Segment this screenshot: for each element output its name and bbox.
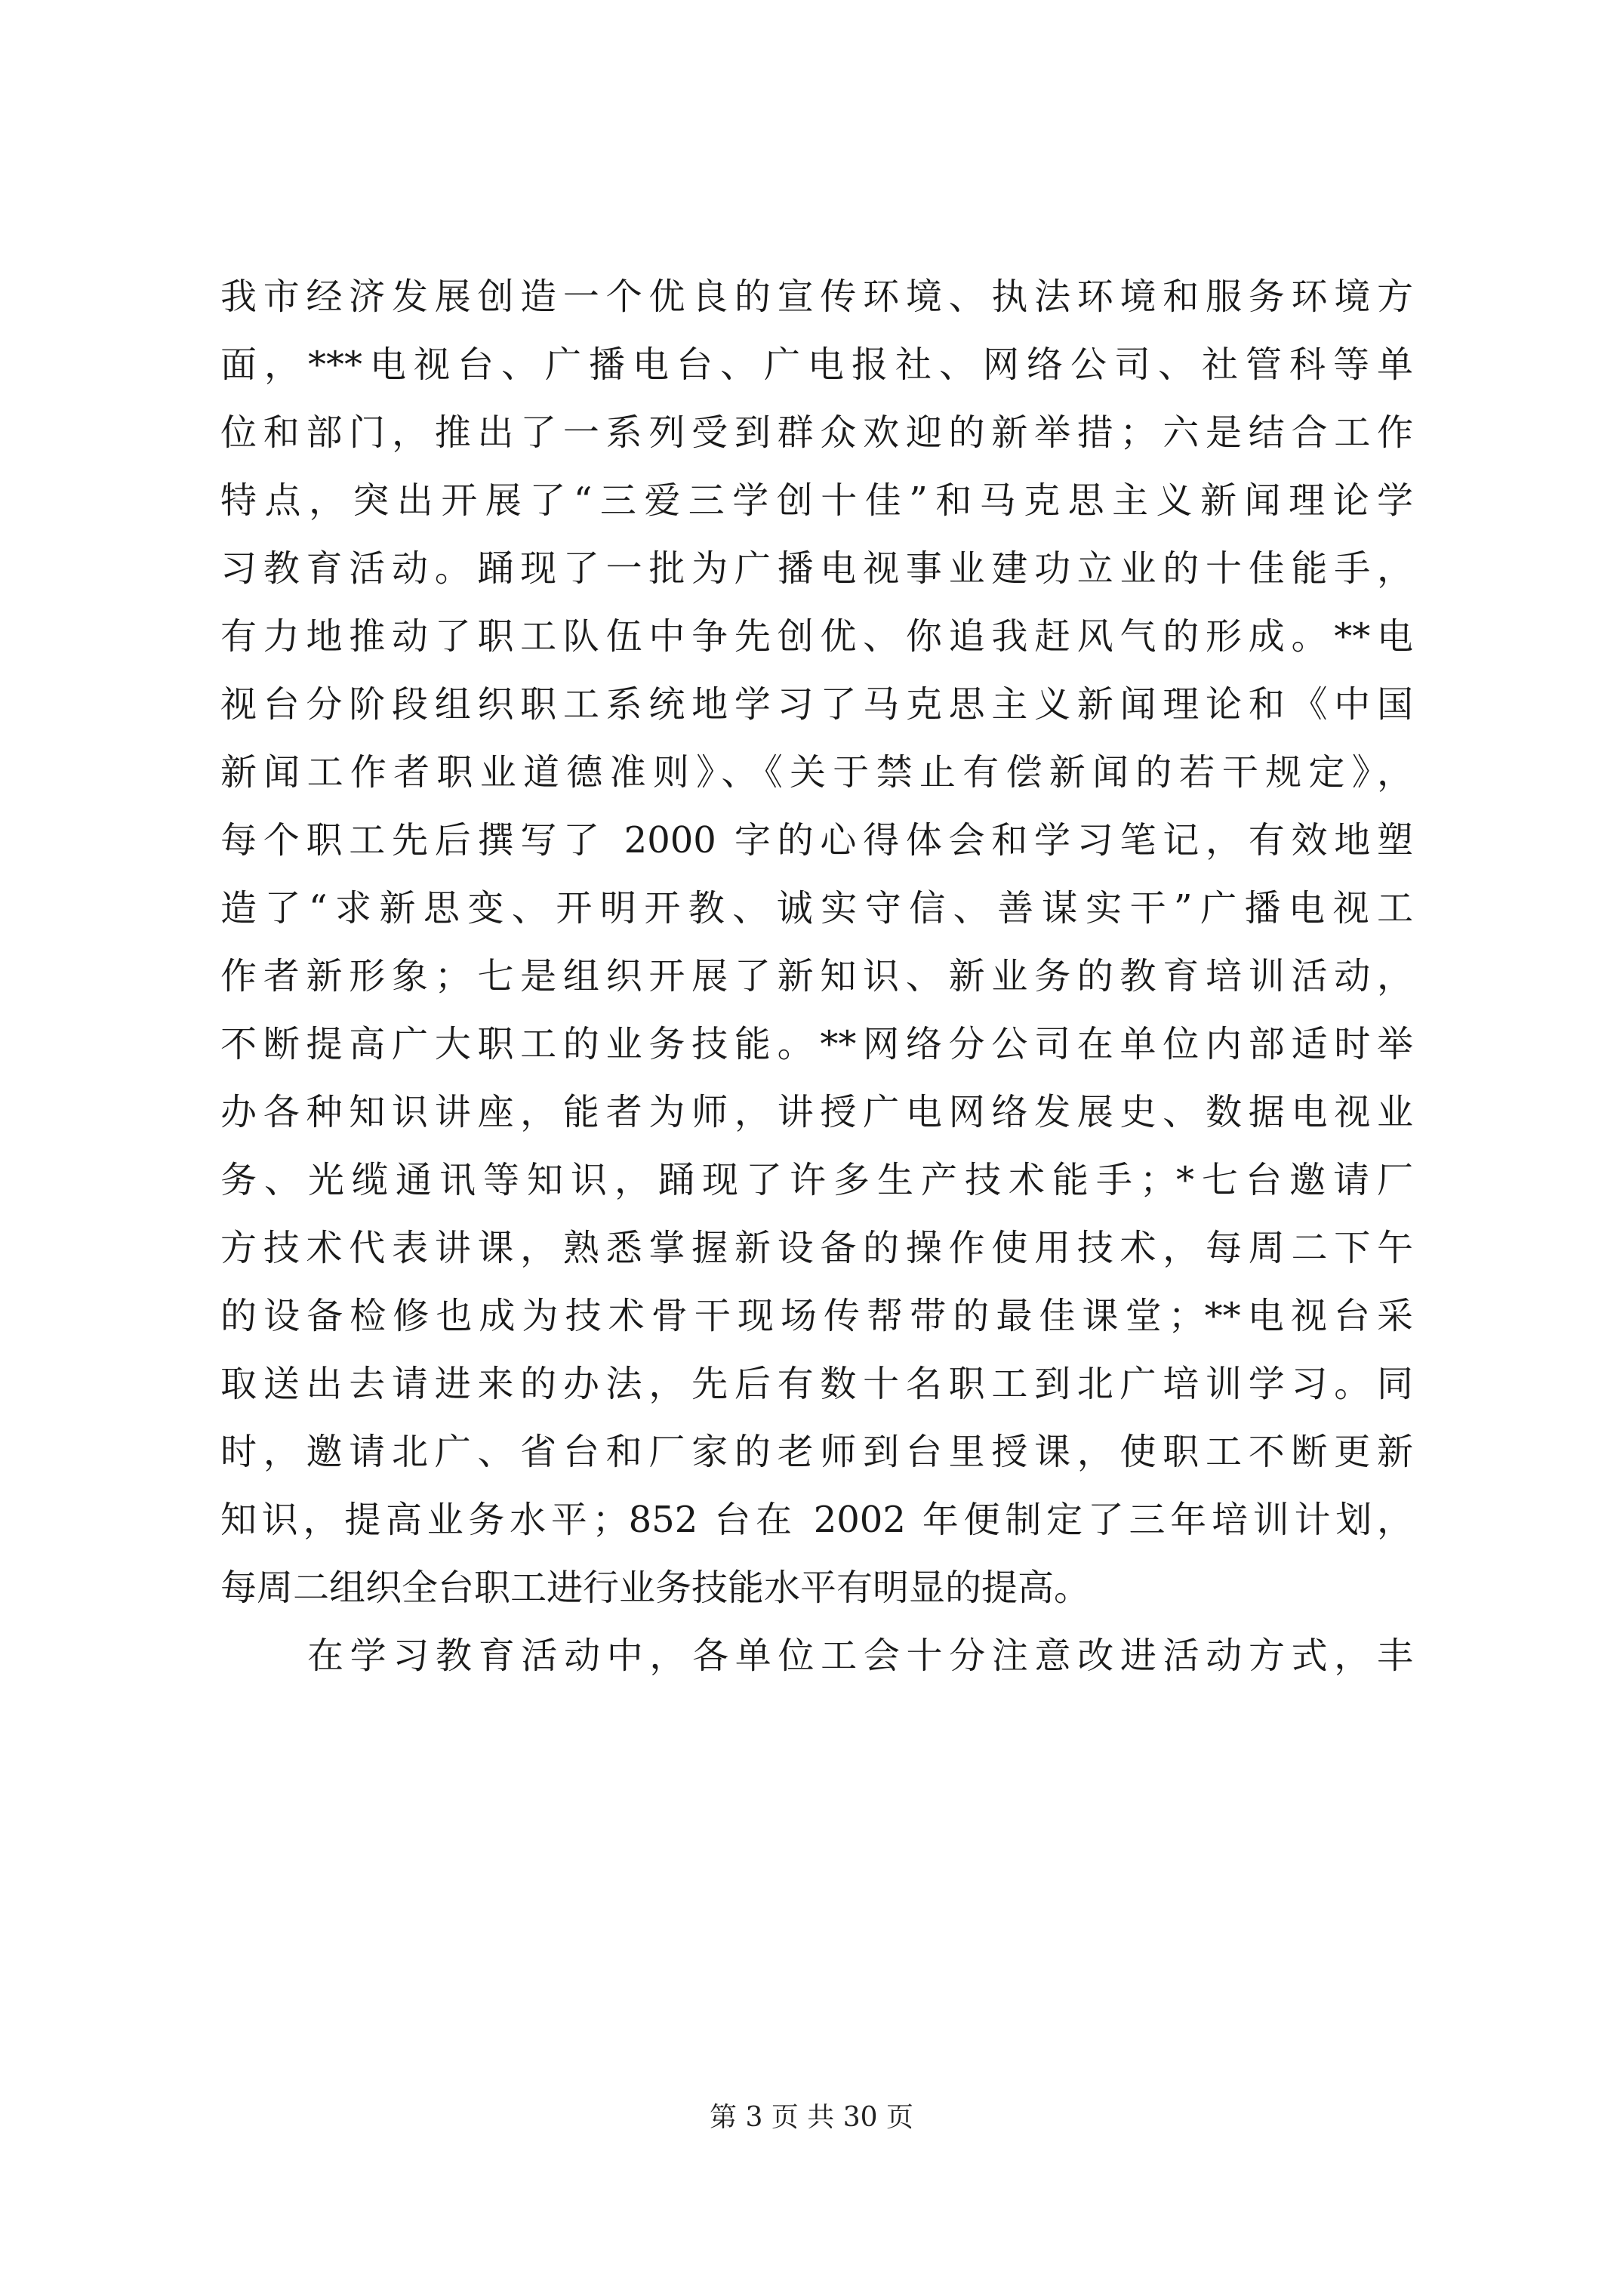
text-line: 习教育活动。踊现了一批为广播电视事业建功立业的十佳能手， [220,547,1413,590]
text-line: 特点，突出开展了“三爱三学创十佳”和马克思主义新闻理论学 [220,479,1413,522]
text-line: 我市经济发展创造一个优良的宣传环境、执法环境和服务环境方 [220,276,1413,318]
text-line: 视台分阶段组织职工系统地学习了马克思主义新闻理论和《中国 [220,683,1413,726]
body-text [220,263,1413,1690]
text-line: 务、光缆通讯等知识，踊现了许多生产技术能手；*七台邀请厂 [220,1159,1413,1201]
text-line: 位和部门，推出了一系列受到群众欢迎的新举措；六是结合工作 [220,411,1413,454]
text-line: 有力地推动了职工队伍中争先创优、你追我赶风气的形成。**电 [220,615,1413,658]
text-line: 作者新形象；七是组织开展了新知识、新业务的教育培训活动， [220,955,1413,997]
text-line: 知识，提高业务水平；852 台在 2002 年便制定了三年培训计划， [220,1499,1413,1541]
text-line: 每个职工先后撰写了 2000 字的心得体会和学习笔记，有效地塑 [220,819,1413,861]
text-line: 方技术代表讲课，熟悉掌握新设备的操作使用技术，每周二下午 [220,1227,1413,1269]
text-line: 时，邀请北广、省台和厂家的老师到台里授课，使职工不断更新 [220,1431,1413,1473]
text-line: 不断提高广大职工的业务技能。**网络分公司在单位内部适时举 [220,1023,1413,1065]
text-line: 办各种知识讲座，能者为师，讲授广电网络发展史、数据电视业 [220,1091,1413,1133]
text-line: 新闻工作者职业道德准则》、《关于禁止有偿新闻的若干规定》， [220,751,1413,794]
text-line: 在学习教育活动中，各单位工会十分注意改进活动方式，丰 [307,1635,1413,1677]
text-line: 每周二组织全台职工进行业务技能水平有明显的提高。 [220,1567,1091,1609]
text-line: 造了“求新思变、开明开教、诚实守信、善谋实干”广播电视工 [220,887,1413,929]
page-footer: 第 3 页 共 30 页 [710,2102,913,2133]
text-line: 面，***电视台、广播电台、广电报社、网络公司、社管科等单 [220,344,1413,386]
text-line: 取送出去请进来的办法，先后有数十名职工到北广培训学习。同 [220,1363,1413,1405]
text-line: 的设备检修也成为技术骨干现场传帮带的最佳课堂；**电视台采 [220,1295,1413,1337]
